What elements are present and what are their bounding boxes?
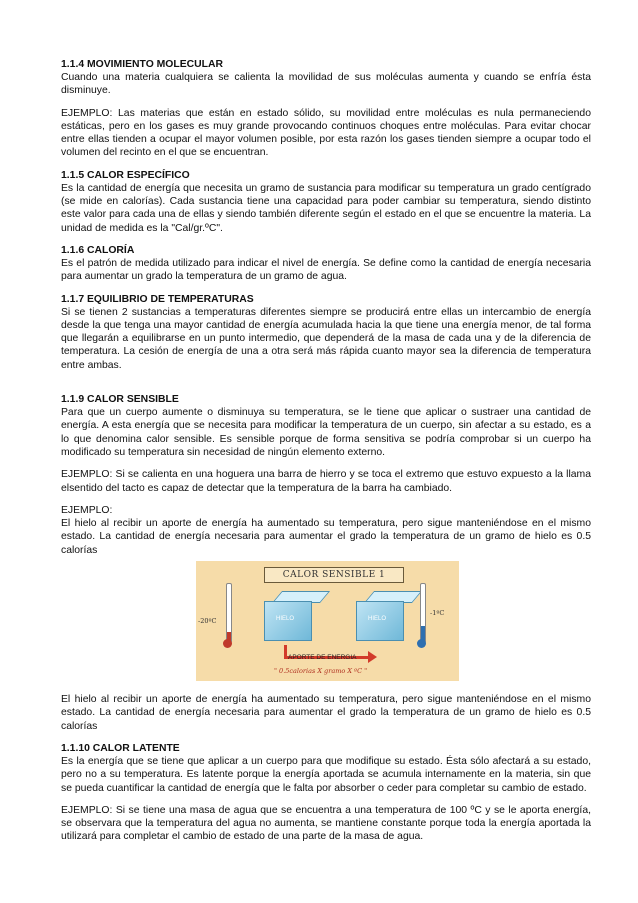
ice-label-left: HIELO (276, 616, 295, 623)
paragraph: Para que un cuerpo aumente o disminuya su temperatura, se le tiene que aplicar o sustraer una cantidad de energía. A esta energía que se necesita para modificar la temperatura de un cuerpo, sin afectar a su estado, es a lo que denomina calor sensible. Es sensible porque de forma sensitiva se podría comprobar si un cuerpo ha modificado su temperatura sin necesidad de ningún elemento externo. (61, 407, 591, 458)
arrow-right-icon (368, 651, 377, 663)
paragraph: Es el patrón de medida utilizado para indicar el nivel de energía. Se define como la cantidad de energía necesaria para aumentar un grado la temperatura de un gramo de agua. (61, 257, 591, 283)
section-heading: 1.1.6 CALORÍA (61, 244, 135, 256)
section-heading: 1.1.4 MOVIMIENTO MOLECULAR (61, 59, 224, 70)
section-heading: 1.1.5 CALOR ESPECÍFICO (61, 169, 190, 181)
ice-label-right: HIELO (368, 616, 387, 623)
section-calor-especifico (61, 169, 591, 235)
figure-title: CALOR SENSIBLE 1 (264, 567, 404, 583)
thermometer-cold-icon (226, 583, 232, 643)
temperature-right: -1ºC (430, 609, 445, 618)
section-heading: 1.1.10 CALOR LATENTE (61, 742, 180, 754)
example-paragraph: EJEMPLO: Si se calienta en una hoguera una barra de hierro y se toca el extremo que estuvo expuesto a la llama elsentido del tacto es capaz de detectar que la temperatura de la barra ha cambiado. (61, 469, 591, 494)
paragraph: Si se tienen 2 sustancias a temperaturas diferentes siempre se producirá entre ellas un intercambio de energía desde la que tenga una mayor cantidad de energía acumulada hacia la que tiene una energía menor, de tal forma que llegarán a equilibrarse en un punto intermedio, que dependerá de la masa de cada una y de la diferencia de temperatura. La cesión de energía de una a otra será más rápida cuanto mayor sea la diferencia de temperatura entre ambas. (61, 306, 591, 371)
section-heading: 1.1.9 CALOR SENSIBLE (61, 394, 179, 406)
example-paragraph: EJEMPLO: Si se tiene una masa de agua que se encuentra a una temperatura de 100 ºC y se le aporta energía, se observara que la temperatura del agua no aumenta, se mantiene constante porque toda la energía aportada la utilizará para completar el cambio de estado de una parte de la masa de agua. (61, 804, 591, 843)
paragraph: Es la cantidad de energía que necesita un gramo de sustancia para modificar su temperatura un grado centígrado (se mide en calorías). Cada sustancia tiene una capacidad para poder cambiar su temperatura, siendo distinto este valor para cada una de ellas y siendo también diferente según el estado en el que se encuentre la materia. La unidad de medida es la "Cal/gr.ºC". (61, 182, 591, 234)
thermometer-bulb-icon (223, 639, 232, 648)
thermometer-warm-icon (420, 583, 426, 643)
temperature-left: -20ºC (198, 617, 217, 626)
paragraph: El hielo al recibir un aporte de energía ha aumentado su temperatura, pero sigue manteniéndose en el mismo estado. La cantidad de energía necesaria para aumentar el grado la temperatura de un gramo de hielo es 0.5 calorías (61, 694, 591, 732)
section-heading: 1.1.7 EQUILIBRIO DE TEMPERATURAS (61, 293, 254, 305)
section-caloria (61, 244, 591, 284)
example-paragraph: El hielo al recibir un aporte de energía ha aumentado su temperatura, pero sigue manteniéndose en el mismo estado. La cantidad de energía necesaria para aumentar el grado la temperatura de un gramo de hielo es 0.5 calorías (61, 518, 591, 556)
document-page (61, 58, 591, 853)
section-calor-sensible (61, 393, 591, 733)
calor-sensible-illustration (196, 561, 459, 681)
example-paragraph: EJEMPLO: Las materias que están en estado sólido, su movilidad entre moléculas es nula permaneciendo estáticas, pero en los gases es muy grande provocando continuos choques entre moléculas. Para evitar chocar entre ellas tienden a ocupar el mayor volumen posible, por esta razón los gases tienden siempre a ocupar todo el volumen del recinto en el que se encuentran. (61, 107, 591, 159)
paragraph: Cuando una materia cualquiera se calienta la movilidad de sus moléculas aumenta y cuando se enfría ésta disminuye. (61, 72, 591, 97)
paragraph: Es la energía que se tiene que aplicar a un cuerpo para que modifique su estado. Ésta sólo afectará a su estado, pero no a su temperatura. Es latente porque la energía aportada se acumula internamente en la materia, sin que se pueda cuantificar la cantidad de energía que le falta por absorber o ceder para completar su cambio de estado. (61, 755, 591, 794)
energy-label: APORTE DE ENERGIA (288, 654, 357, 662)
section-calor-latente (61, 742, 591, 844)
thermometer-bulb-icon (417, 639, 426, 648)
example-label: EJEMPLO: (61, 504, 113, 516)
energy-formula: " 0.5calorias X gramo X ºC " (274, 667, 368, 676)
section-equilibrio-temperaturas (61, 293, 591, 372)
section-movimiento-molecular (61, 58, 591, 160)
